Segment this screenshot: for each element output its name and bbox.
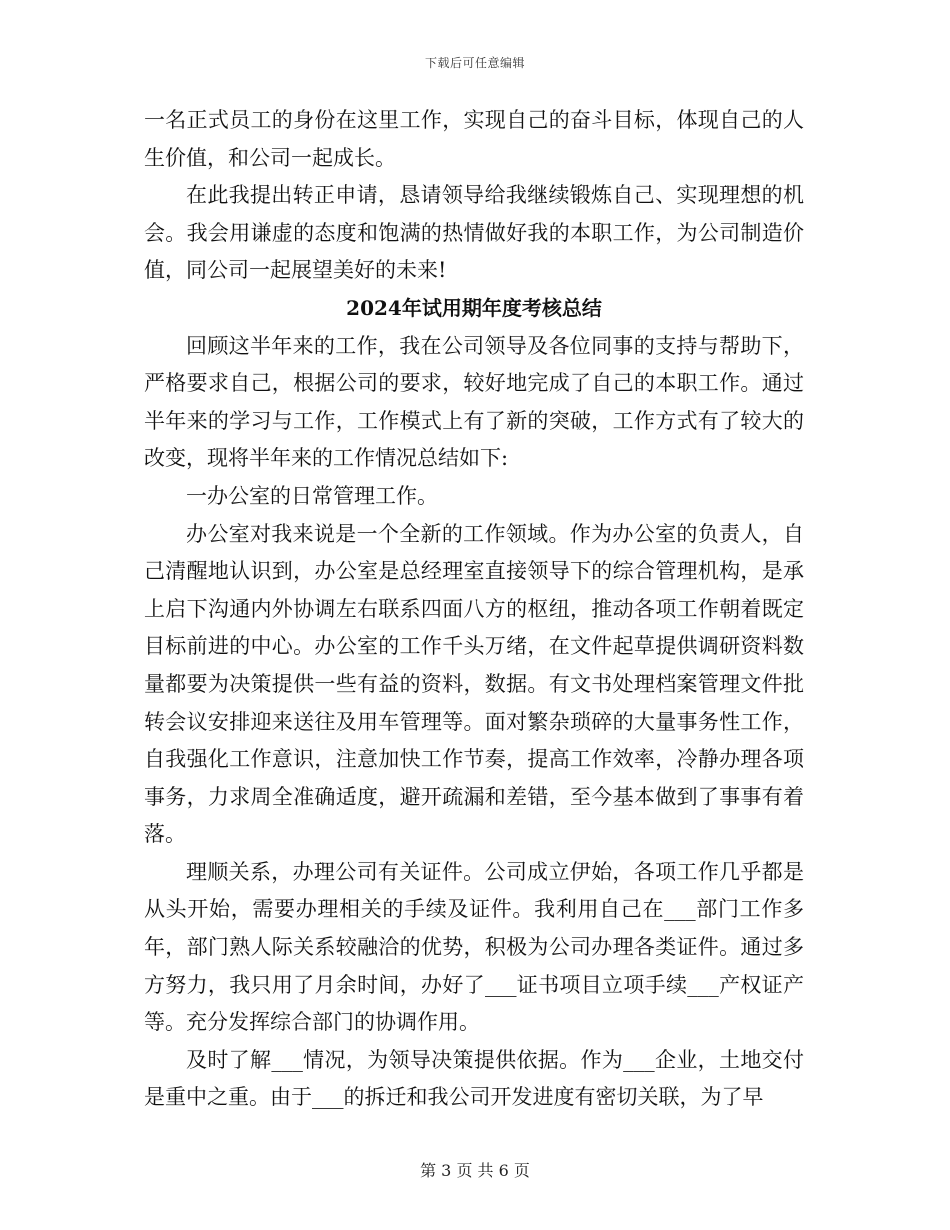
page-number: 第 3 页 共 6 页 — [420, 1161, 530, 1180]
header-note: 下载后可任意编辑 — [424, 56, 525, 70]
document-body — [144, 102, 804, 1117]
paragraph-1: 一名正式员工的身份在这里工作，实现自己的奋斗目标，体现自己的人生价值，和公司一起成长。 — [144, 108, 804, 170]
paragraph-6: 理顺关系，办理公司有关证件。公司成立伊始，各项工作几乎都是从头开始，需要办理相关的手续及证件。我利用自己在___部门工作多年，部门熟人际关系较融洽的优势，积极为公司办理各类证件。通过多方努力，我只用了月余时间，办好了___证书项目立项手续___产权证产等。充分发挥综合部门的协调作用。 — [144, 859, 804, 1035]
paragraph-5: 办公室对我来说是一个全新的工作领域。作为办公室的负责人，自己清醒地认识到，办公室是总经理室直接领导下的综合管理机构，是承上启下沟通内外协调左右联系四面八方的枢纽，推动各项工作朝着既定目标前进的中心。办公室的工作千头万绪，在文件起草提供调研资料数量都要为决策提供一些有益的资料，数据。有文书处理档案管理文件批转会议安排迎来送往及用车管理等。面对繁杂琐碎的大量事务性工作，自我强化工作意识，注意加快工作节奏，提高工作效率，冷静办理各项事务，力求周全准确适度，避开疏漏和差错，至今基本做到了事事有着落。 — [144, 521, 804, 847]
document-title: 2024年试用期年度考核总结 — [346, 295, 602, 320]
paragraph-3: 回顾这半年来的工作，我在公司领导及各位同事的支持与帮助下，严格要求自己，根据公司的要求，较好地完成了自己的本职工作。通过半年来的学习与工作，工作模式上有了新的突破，工作方式有了较大的改变，现将半年来的工作情况总结如下: — [144, 333, 804, 471]
paragraph-7: 及时了解___情况，为领导决策提供依据。作为___企业，土地交付是重中之重。由于___的拆迁和我公司开发进度有密切关联，为了早 — [144, 1047, 804, 1110]
paragraph-4: 一办公室的日常管理工作。 — [186, 483, 438, 508]
paragraph-2: 在此我提出转正申请，恳请领导给我继续锻炼自己、实现理想的机会。我会用谦虚的态度和饱满的热情做好我的本职工作，为公司制造价值，同公司一起展望美好的未来! — [144, 183, 804, 283]
